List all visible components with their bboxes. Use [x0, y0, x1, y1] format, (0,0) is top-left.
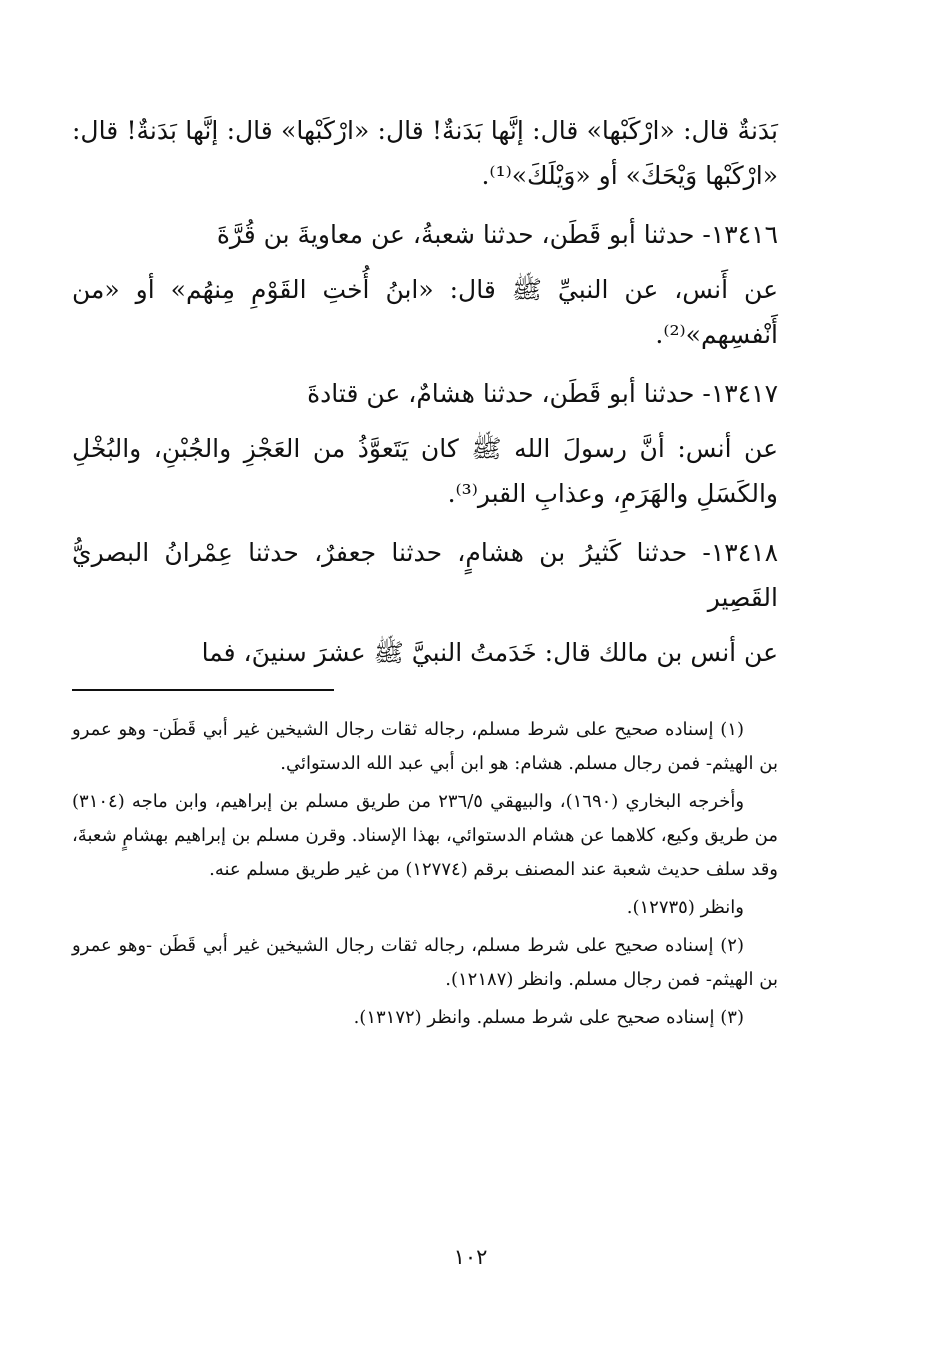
- hadith-13417-isnad: ١٣٤١٧- حدثنا أبو قَطَن، حدثنا هشامٌ، عن قتادةَ: [307, 379, 778, 408]
- footnote-1: (١) إسناده صحيح على شرط مسلم، رجاله ثقات رجال الشيخين غير أبي قَطَن- وهو عمرو بن الهيثم- فمن رجال مسلم. هشام: هو ابن أبي عبد الله الدستوائي.: [72, 719, 778, 774]
- hadith-continuation: بَدَنةٌ قال: «ارْكَبْها» قال: إنَّها بَدَنةٌ! قال: «ارْكَبْها» قال: إنَّها بَدَنةٌ! قال: «ارْكَبْها وَيْحَكَ» أو «وَيْلَكَ»⁽¹⁾.: [72, 116, 778, 190]
- page-number: ١٠٢: [453, 1245, 488, 1269]
- hadith-13417-matn: عن أنس: أنَّ رسولَ الله ﷺ كان يَتَعوَّذُ من العَجْزِ والجُبْنِ، والبُخْلِ والكَسَلِ والهَرَمِ، وعذابِ القبر⁽³⁾.: [72, 434, 778, 508]
- footnote-divider: [72, 689, 334, 691]
- footnote-3: (٣) إسناده صحيح على شرط مسلم. وانظر (١٣١٧٢).: [353, 1007, 744, 1028]
- hadith-13418-matn: عن أنس بن مالك قال: خَدَمتُ النبيَّ ﷺ عشرَ سنينَ، فما: [201, 638, 778, 667]
- hadith-13418-isnad: ١٣٤١٨- حدثنا كَثيرُ بن هشامٍ، حدثنا جعفرٌ، حدثنا عِمْرانُ البصريُّ القَصِير: [72, 538, 778, 612]
- page-body: [72, 108, 778, 1039]
- hadith-13416-matn: عن أَنس، عن النبيِّ ﷺ قال: «ابنُ أُختِ القَوْمِ مِنهُم» أو «من أَنْفسِهم»⁽²⁾.: [72, 275, 778, 349]
- footnote-1-see-also: وانظر (١٢٧٣٥).: [626, 897, 744, 918]
- footnote-1-sources: وأخرجه البخاري (١٦٩٠)، والبيهقي ٢٣٦/٥ من طريق مسلم بن إبراهيم، وابن ماجه (٣١٠٤) من طريق وكيع، كلاهما عن هشام الدستوائي، بهذا الإسناد. وقرن مسلم بن إبراهيم بهشامٍ شعبةَ، وقد سلف حديث شعبة عند المصنف برقم (١٢٧٧٤) من غير طريق مسلم عنه.: [72, 791, 778, 880]
- footnotes: [72, 713, 778, 1035]
- main-text: [72, 108, 778, 675]
- footnote-2: (٢) إسناده صحيح على شرط مسلم، رجاله ثقات رجال الشيخين غير أبي قَطَن -وهو عمرو بن الهيثم- فمن رجال مسلم. وانظر (١٢١٨٧).: [72, 935, 778, 990]
- hadith-13416-isnad: ١٣٤١٦- حدثنا أبو قَطَن، حدثنا شعبةُ، عن معاويةَ بن قُرَّةَ: [216, 220, 778, 249]
